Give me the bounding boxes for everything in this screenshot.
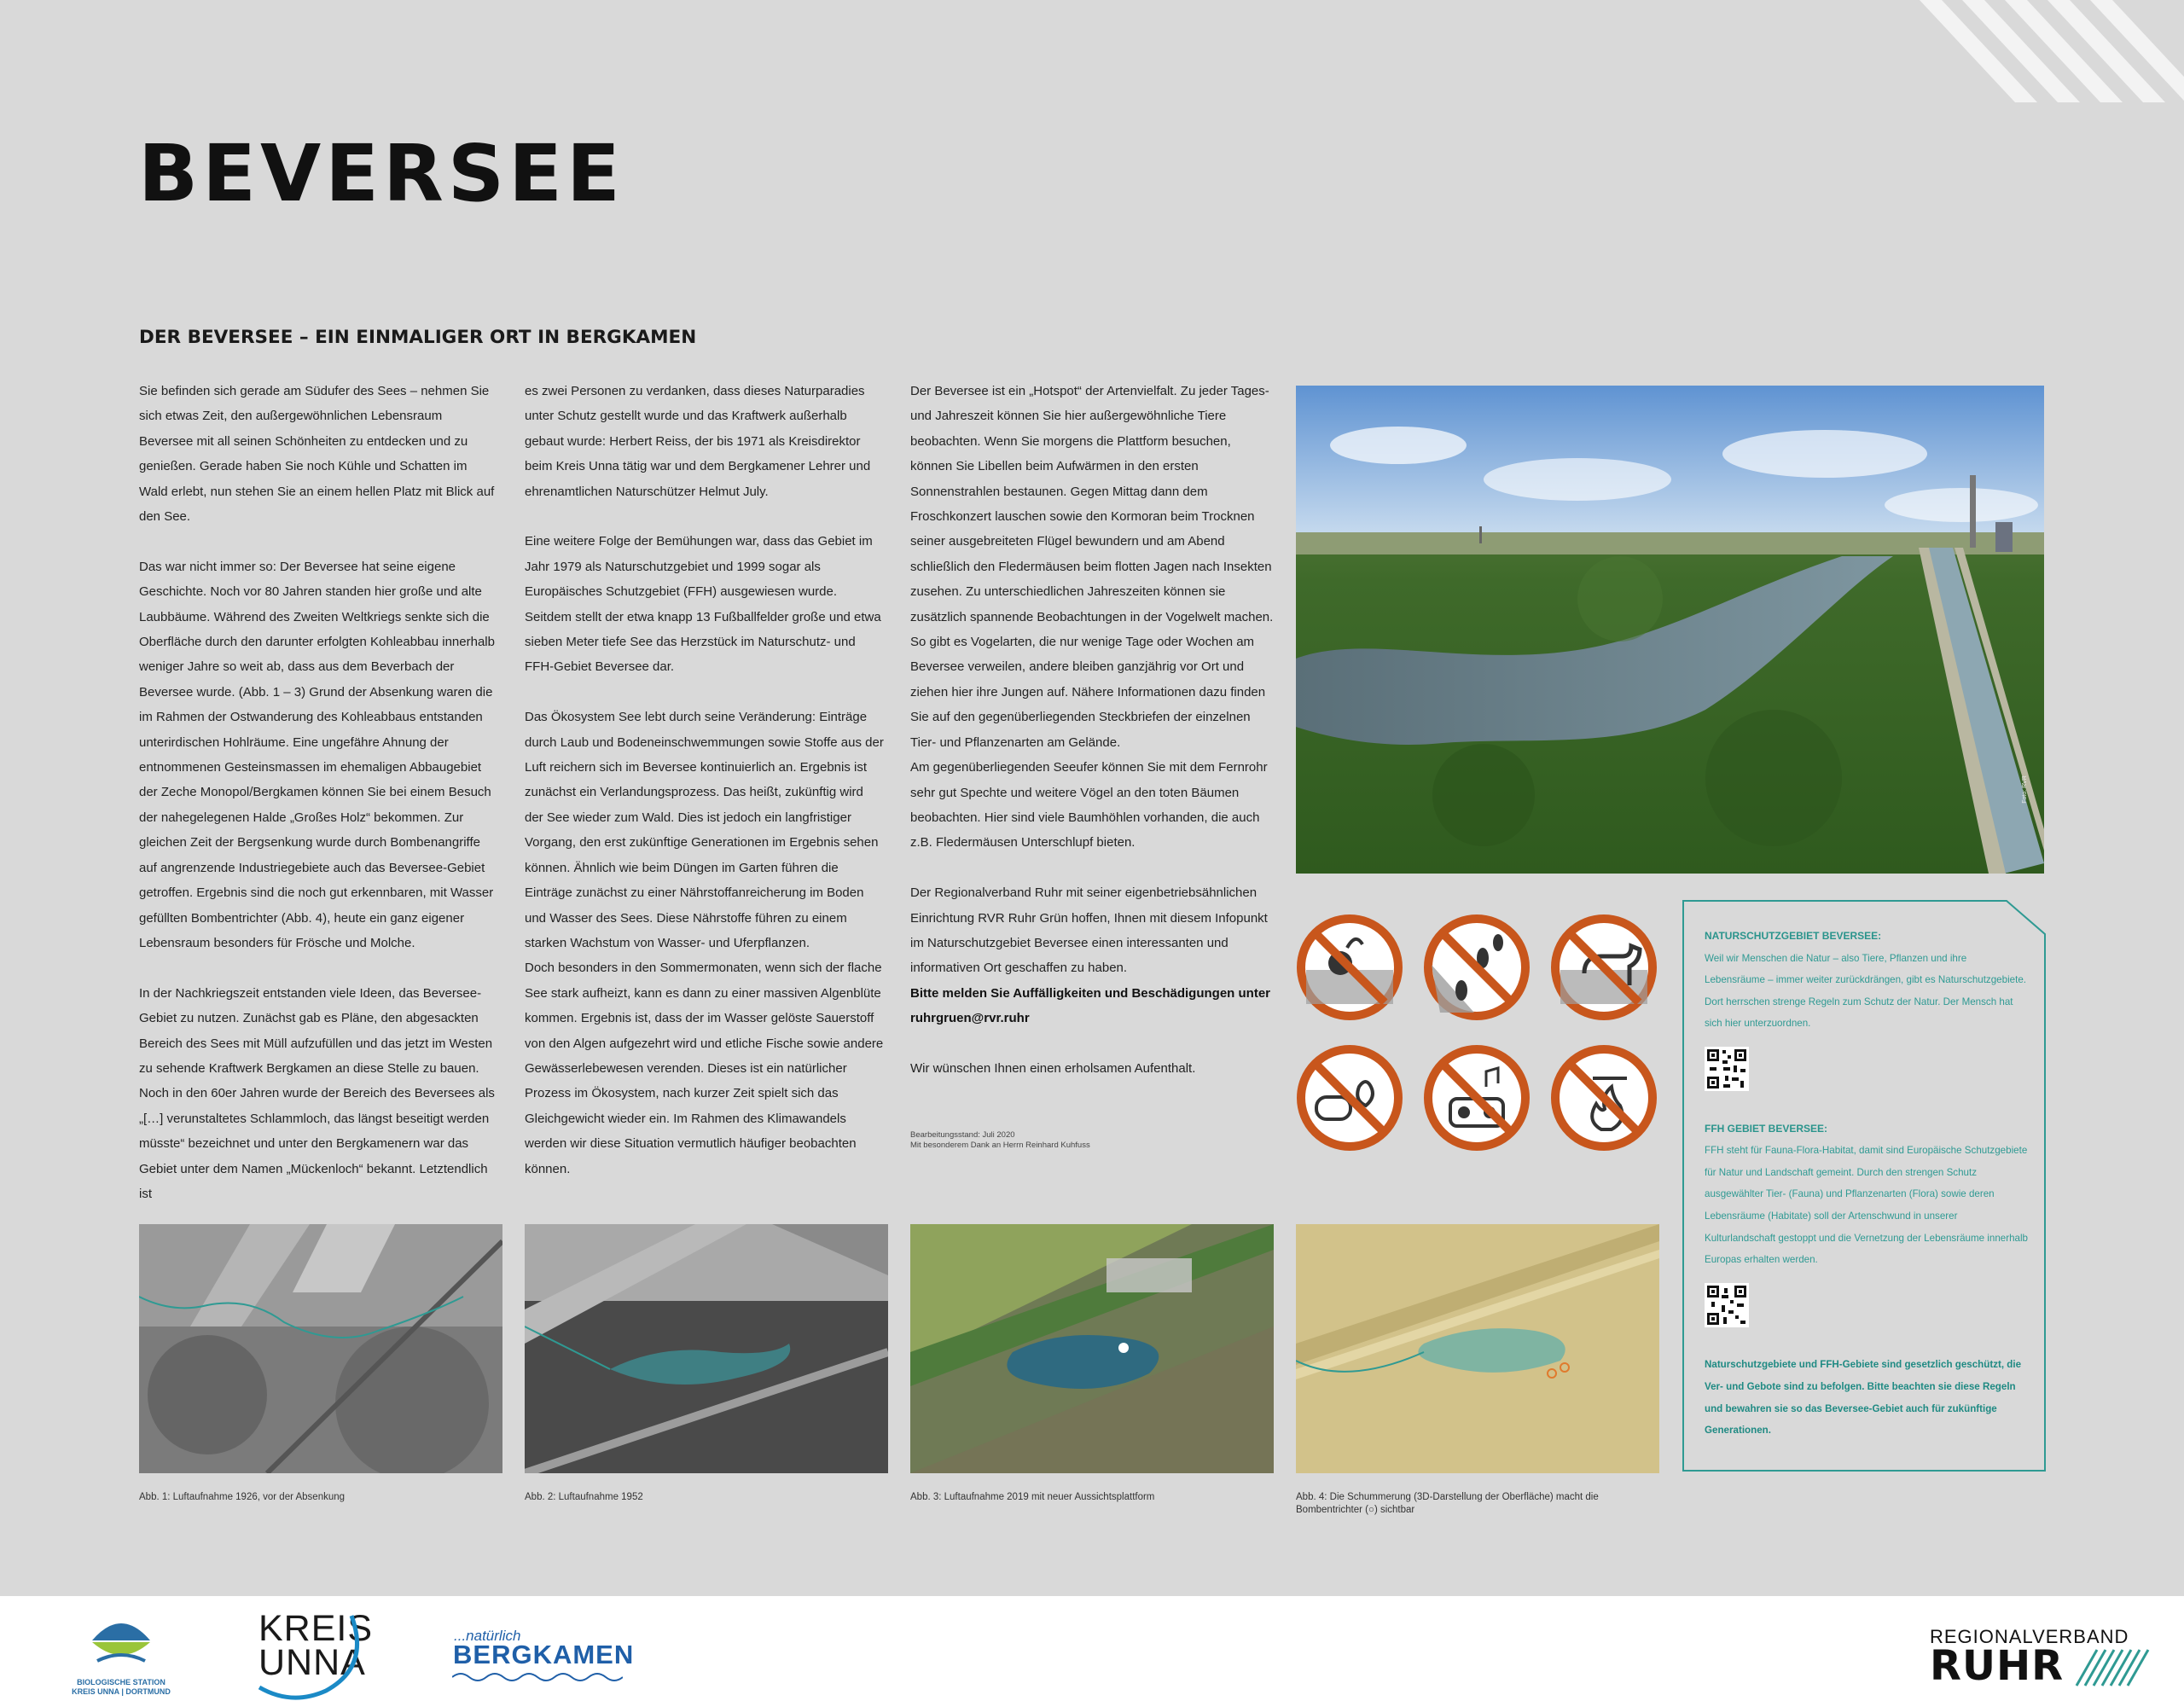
text-column-3 [910,379,1275,1106]
no-fire-icon [1550,1044,1658,1152]
aerial-1952-image [525,1224,888,1473]
kreis-unna-logo: KREIS UNNA [258,1608,374,1683]
nsg-heading: NATURSCHUTZGEBIET BEVERSEE: [1705,930,1882,942]
page-title: BEVERSEE [138,128,624,219]
paragraph: Das war nicht immer so: Der Beversee hat seine eigene Geschichte. Noch vor 80 Jahren standen hier große und alte Laubbäume. Während des Zweiten Weltkriegs senkte sich die Oberfläche durch den darunter erfolgten Kohleabbau innerhalb weniger Jahre so weit ab, dass aus dem Beverbach der Beversee wurde. (Abb. 1 – 3) Grund der Absenkung waren die im Rahmen der Ostwanderung des Kohleabbaus entstanden unterirdischen Hohlräume. Eine ungefähre Ahnung der entnommenen Gesteinsmassen im ehemaligen Abbaugebiet der Zeche Monopol/Bergkamen können Sie bei einem Besuch der nahegelegenen Halde „Großes Holz“ bekommen. Zur gleichen Zeit der Bergsenkung wurde durch Bombenangriffe auf angrenzende Industriegebiete auch das Beversee-Gebiet getroffen. Ergebnis sind die noch gut erkennbaren, mit Wasser gefüllten Bombentrichter (Abb. 4), heute ein ganz eigener Lebensraum besonders für Frösche und Molche. [139,559,495,950]
paragraph: Der Beversee ist ein „Hotspot“ der Artenvielfalt. Zu jeder Tages- und Jahreszeit können Sie hier außergewöhnliche Tiere beobachten. Wenn Sie morgens die Plattform besuchen, können Sie Libellen beim Aufwärmen in den ersten Sonnenstrahlen bestaunen. Gegen Mittag dann dem Froschkonzert lauschen sowie den Kormoran beim Trocknen seiner ausgebreiteten Flügel bewundern und am Abend schließlich den Fledermäusen beim flotten Jagen nach Insekten zusehen. Zu unterschiedlichen Jahreszeiten können sie zusätzlich spannende Beobachtungen in der Vogelwelt machen. So gibt es Vogelarten, die nur wenige Tage oder Wochen am Beversee verweilen, andere bleiben ganzjährig vor Ort und ziehen hier ihre Jungen auf. Nähere Informationen dazu finden Sie auf den gegenüberliegenden Steckbriefen der einzelnen Tier- und Pflanzenarten am Gelände. [910,384,1274,750]
aerial-1926-image [139,1224,502,1473]
acknowledgement: Mit besonderem Dank an Herrn Reinhard Kuhfuss [910,1141,1090,1150]
no-littering-icon [1296,1044,1403,1152]
hillshade-3d-image [1296,1224,1659,1473]
nsg-text: Weil wir Menschen die Natur – also Tiere, Pflanzen und ihre Lebensräume – immer weiter zurückdrängen, gibt es Naturschutzgebiete. Dort herrschen strenge Regeln zum Schutz der Natur. Der Mensch hat sich hier unterzuordnen. [1705,952,2026,1030]
aerial-2019-image [910,1224,1274,1473]
bergkamen-tagline: ...natürlich [454,1628,521,1644]
paragraph: Das Ökosystem See lebt durch seine Veränderung: Einträge durch Laub und Bodeneinschwemmungen sowie Stoffe aus der Luft reichern sich im Beversee kontinuierlich an. Ergebnis ist zunächst ein Verlandungsprozess. Das heißt, zukünftig wird der See wieder zum Wald. Dies ist jedoch ein langfristiger Vorgang, den erst zukünftige Generationen im Ergebnis sehen können. Ähnlich wie beim Düngen im Garten führen die Einträge zunächst zu einer Nährstoffanreicherung im Boden und Wasser des Sees. Diese Nährstoffe führen zu einem starken Wachstum von Wasser- und Uferpflanzen. [525,710,884,950]
caption-abb-2: Abb. 2: Luftaufnahme 1952 [525,1492,643,1502]
text-column-1 [139,379,497,1232]
edit-note [910,1130,1090,1151]
no-swimming-with-dogs-icon [1296,914,1403,1021]
paragraph: es zwei Personen zu verdanken, dass dieses Naturparadies unter Schutz gestellt wurde und das Kraftwerk außerhalb gebaut wurde: Herbert Reiss, der bis 1971 als Kreisdirektor beim Kreis Unna tätig war und dem Bergkamener Lehrer und ehrenamtlichen Naturschützer Helmut July. [525,384,871,499]
rvr-stripes-icon [2071,1648,2153,1687]
ffh-heading: FFH GEBIET BEVERSEE: [1705,1122,1828,1135]
rvr-ruhr-logo: RUHR [1930,1642,2065,1690]
ffh-text: FFH steht für Fauna-Flora-Habitat, damit sind Europäische Schutzgebiete für Natur und Landschaft gemeint. Durch den strengen Schutz ausgewählter Tier- (Fauna) und Pflanzenarten (Flora) sowie deren Lebensräume (Habitate) soll der Artenschwund in unserer Kulturlandschaft gestoppt und die Vernetzung der Lebensräume innerhalb Europas erhalten werden. [1705,1145,2028,1266]
corner-stripes-decoration [1902,0,2184,102]
paragraph: Sie befinden sich gerade am Südufer des Sees – nehmen Sie sich etwas Zeit, den außergewöhnlichen Lebensraum Beversee mit all seinen Schönheiten zu entdecken und zu genießen. Gerade haben Sie noch Kühle und Schatten im Wald erlebt, nun stehen Sie an einem hellen Platz mit Blick auf den See. [139,384,495,525]
lake-aerial-photo [1296,386,2044,874]
biologische-station-logo [87,1610,155,1676]
regionalverband-label: REGIONALVERBAND [1930,1626,2129,1647]
photo-credit: Foto: RVR [2022,775,2029,804]
qr-code-icon[interactable] [1705,1047,1749,1091]
paragraph: Am gegenüberliegenden Seeufer können Sie mit dem Fernrohr sehr gut Spechte und weitere Vögel an den toten Bäumen beobachten. Hier sind viele Baumhöhlen vorhanden, die auch z.B. Fledermäusen Unterschlupf bieten. [910,760,1268,850]
section-subtitle: DER BEVERSEE – EIN EINMALIGER ORT IN BERGKAMEN [139,327,697,348]
paragraph: Doch besonders in den Sommermonaten, wenn sich der flache See stark aufheizt, kann es dann zu einer massiven Algenblüte kommen. Ergebnis ist, dass der im Wasser gelöste Sauerstoff von den Algen aufgezehrt wird und etliche Fische sowie andere Gewässerlebewesen verenden. Dieses ist ein natürlicher Prozess im Ökosystem, nach kurzer Zeit spielt sich das Gleichgewicht wieder ein. Im Rahmen des Klimawandels werden wir diese Situation vermutlich häufiger beobachten können. [525,961,884,1176]
paragraph: Wir wünschen Ihnen einen erholsamen Aufenthalt. [910,1060,1196,1076]
caption-abb-1: Abb. 1: Luftaufnahme 1926, vor der Absenkung [139,1492,346,1502]
qr-code-icon[interactable] [1705,1283,1749,1327]
no-loud-music-icon [1423,1044,1531,1152]
caption-abb-4: Abb. 4: Die Schummerung (3D-Darstellung der Oberfläche) macht die Bombentrichter (○) sichtbar [1296,1492,1599,1515]
paragraph: Der Regionalverband Ruhr mit seiner eigenbetriebsähnlichen Einrichtung RVR Ruhr Grün hoffen, Ihnen mit diesem Infopunkt im Naturschutzgebiet Beversee einen interessanten und informativen Ort geschaffen zu haben. [910,885,1268,976]
edit-date: Bearbeitungsstand: Juli 2020 [910,1130,1015,1140]
biologische-station-name: BIOLOGISCHE STATION KREIS UNNA | DORTMUND [72,1678,171,1696]
no-leaving-paths-icon [1423,914,1531,1021]
bergkamen-logo: BERGKAMEN [453,1640,635,1669]
bergkamen-wave-icon [452,1670,623,1684]
paragraph: Eine weitere Folge der Bemühungen war, dass das Gebiet im Jahr 1979 als Naturschutzgebiet und 1999 sogar als Europäisches Schutzgebiet (FFH) ausgewiesen wurde. Seitdem stellt der etwa knapp 13 Fußballfelder große und etwa sieben Meter tiefe See das Herzstück im Naturschutz- und FFH-Gebiet Beversee dar. [525,534,881,675]
caption-abb-3: Abb. 3: Luftaufnahme 2019 mit neuer Aussichtsplattform [910,1492,1155,1502]
paragraph: In der Nachkriegszeit entstanden viele Ideen, das Beversee-Gebiet zu nutzen. Zunächst gab es Pläne, den abgesackten Bereich des Sees mit Müll aufzufüllen und das jetzt im Westen zu sehende Kraftwerk Bergkamen an diese Stelle zu bauen. Noch in den 60er Jahren wurde der Bereich des Beversees als „[…] verunstaltetes Schlammloch, das längst beseitigt werden müsste“ bezeichnet und unter den Bergkamenern war das Gebiet unter dem Namen „Mückenloch“ bekannt. Letztendlich ist [139,985,495,1201]
protected-area-infobox [1682,900,2046,1472]
kreis-unna-arc-icon [249,1605,369,1701]
legal-notice: Naturschutzgebiete und FFH-Gebiete sind gesetzlich geschützt, die Ver- und Gebote sind zu befolgen. Bitte beachten sie diese Regeln und bewahren sie so das Beversee-Gebiet auch für zukünftige Generationen. [1705,1359,2022,1437]
text-column-2 [525,379,885,1206]
no-dogs-in-water-icon [1550,914,1658,1021]
report-damage-notice: Bitte melden Sie Auffälligkeiten und Beschädigungen unter ruhrgruen@rvr.ruhr [910,985,1270,1026]
